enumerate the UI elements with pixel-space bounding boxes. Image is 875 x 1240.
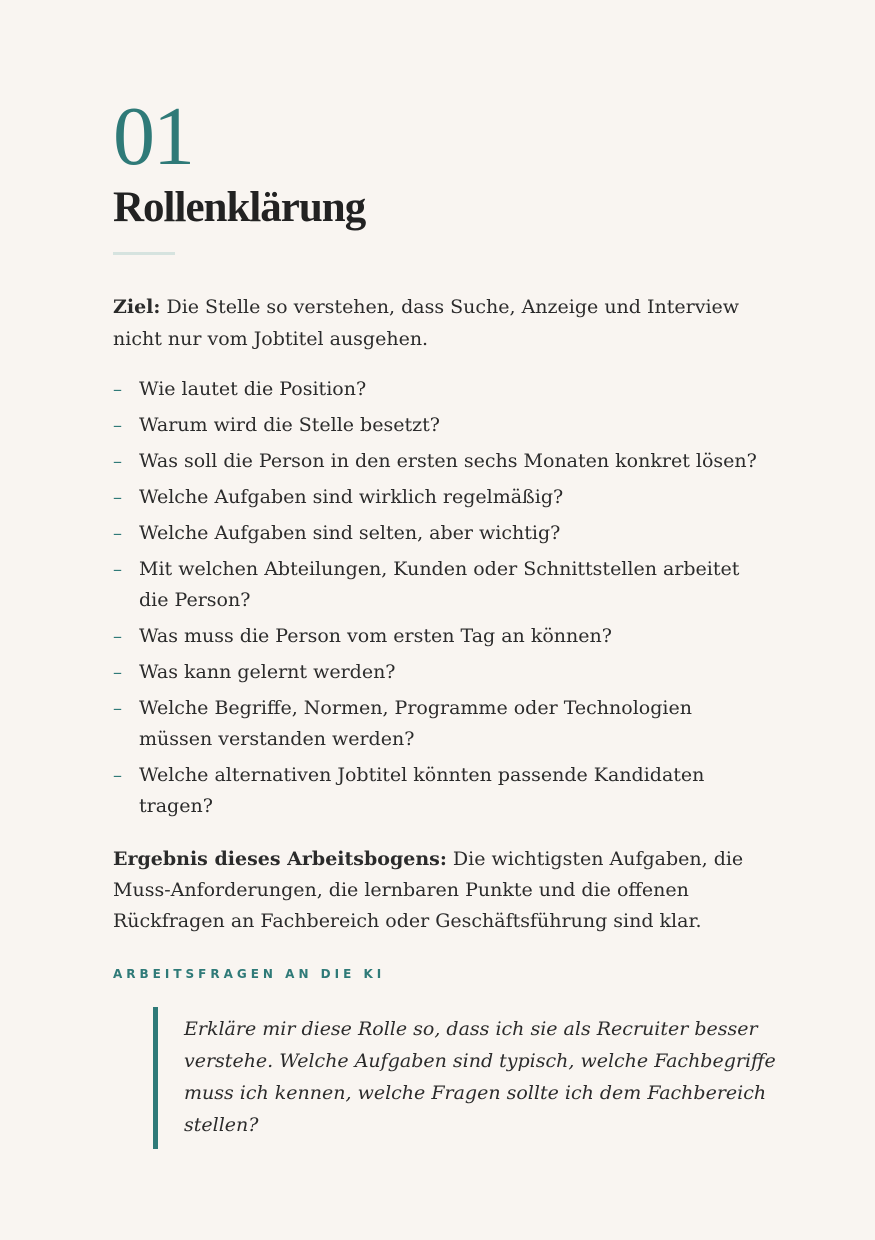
question-item xyxy=(113,518,759,549)
question-text: Wie lautet die Position? xyxy=(139,378,367,400)
question-text: Welche alternativen Jobtitel könnten passende Kandidaten tragen? xyxy=(139,764,705,817)
title-divider xyxy=(113,252,175,255)
question-item xyxy=(113,693,759,755)
question-item xyxy=(113,374,759,405)
dash-bullet: – xyxy=(113,559,122,580)
question-text: Warum wird die Stelle besetzt? xyxy=(139,414,440,436)
goal-paragraph xyxy=(113,291,753,355)
question-text: Was soll die Person in den ersten sechs Monaten konkret lösen? xyxy=(139,450,757,472)
dash-bullet: – xyxy=(113,379,122,400)
chapter-number: 01 xyxy=(113,90,193,183)
dash-bullet: – xyxy=(113,765,122,786)
dash-bullet: – xyxy=(113,451,122,472)
ai-questions-heading: ARBEITSFRAGEN AN DIE KI xyxy=(113,967,386,981)
question-item xyxy=(113,657,759,688)
question-item xyxy=(113,482,759,513)
result-text: Die wichtigsten Aufgaben, die Muss-Anforderungen, die lernbaren Punkte und die offenen Rückfragen an Fachbereich oder Geschäftsführung sind klar. xyxy=(113,848,744,932)
question-text: Mit welchen Abteilungen, Kunden oder Schnittstellen arbeitet die Person? xyxy=(139,558,740,611)
question-text: Was muss die Person vom ersten Tag an können? xyxy=(139,625,612,647)
chapter-title: Rollenklärung xyxy=(113,184,366,231)
question-item xyxy=(113,410,759,441)
dash-bullet: – xyxy=(113,415,122,436)
question-text: Welche Begriffe, Normen, Programme oder Technologien müssen verstanden werden? xyxy=(139,697,692,750)
dash-bullet: – xyxy=(113,698,122,719)
result-label: Ergebnis dieses Arbeitsbogens: xyxy=(113,848,447,870)
question-text: Was kann gelernt werden? xyxy=(139,661,396,683)
worksheet-page xyxy=(113,90,776,1168)
dash-bullet: – xyxy=(113,523,122,544)
goal-label: Ziel: xyxy=(113,296,161,318)
ai-prompt-text: Erkläre mir diese Rolle so, dass ich sie als Recruiter besser verstehe. Welche Aufgaben sind typisch, welche Fachbegriffe muss ich kennen, welche Fragen sollte ich dem Fachbereich stellen? xyxy=(184,1018,776,1136)
question-item xyxy=(113,621,759,652)
question-item xyxy=(113,446,759,477)
question-text: Welche Aufgaben sind wirklich regelmäßig? xyxy=(139,486,564,508)
question-item xyxy=(113,554,759,616)
result-paragraph xyxy=(113,844,753,937)
question-list xyxy=(113,374,773,822)
ai-prompt-quote xyxy=(153,1007,784,1149)
dash-bullet: – xyxy=(113,487,122,508)
question-text: Welche Aufgaben sind selten, aber wichtig? xyxy=(139,522,561,544)
goal-text: Die Stelle so verstehen, dass Suche, Anzeige und Interview nicht nur vom Jobtitel ausgehen. xyxy=(113,296,740,350)
dash-bullet: – xyxy=(113,626,122,647)
dash-bullet: – xyxy=(113,662,122,683)
question-item xyxy=(113,760,759,822)
